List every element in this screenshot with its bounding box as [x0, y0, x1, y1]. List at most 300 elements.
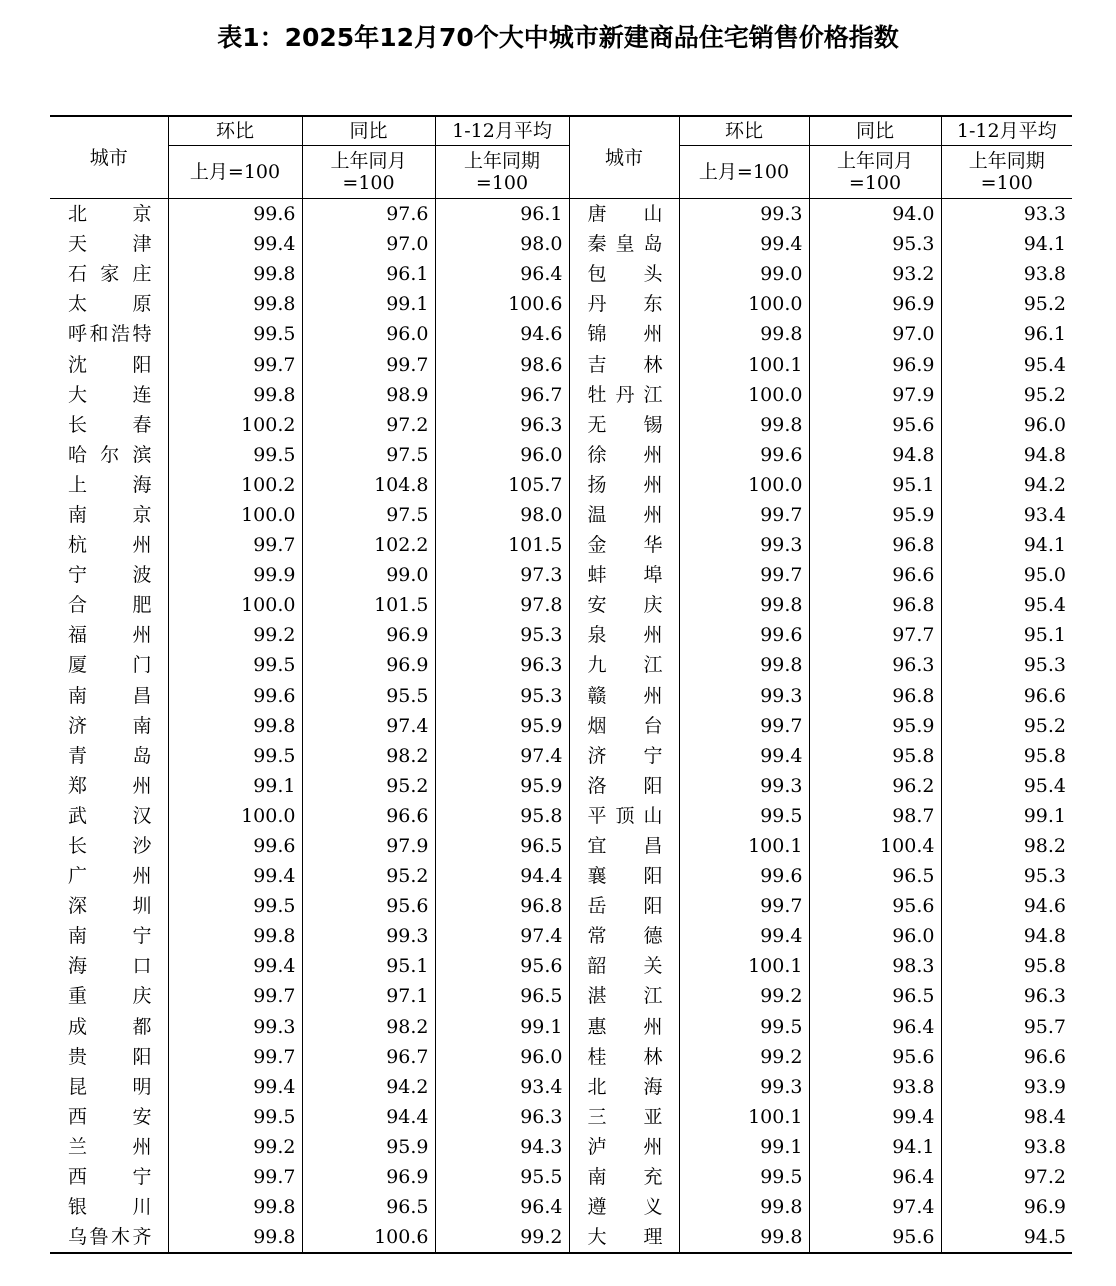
yoy-value: 98.9: [302, 380, 435, 410]
avg-value: 95.2: [941, 289, 1072, 319]
city-name: 韶关: [569, 951, 679, 981]
mom-value: 99.5: [168, 741, 302, 771]
table-row: [50, 1192, 1072, 1222]
mom-value: 99.2: [679, 1042, 809, 1072]
avg-value: 95.4: [941, 771, 1072, 801]
avg-base-right: [941, 146, 1072, 199]
avg-value: 94.3: [435, 1132, 569, 1162]
yoy-value: 96.3: [809, 650, 941, 680]
price-index-table: [50, 115, 1072, 1254]
city-name: 烟台: [569, 711, 679, 741]
city-name: 平顶山: [569, 801, 679, 831]
table-row: [50, 199, 1072, 230]
mom-value: 99.7: [168, 1042, 302, 1072]
city-name: 南昌: [68, 684, 152, 707]
yoy-value: 96.8: [809, 681, 941, 711]
avg-value: 98.2: [941, 831, 1072, 861]
mom-value: 99.4: [168, 861, 302, 891]
mom-value: 99.7: [679, 560, 809, 590]
avg-header-right: 1-12月平均: [941, 116, 1072, 146]
avg-value: 95.3: [941, 861, 1072, 891]
mom-value: 100.1: [679, 349, 809, 379]
avg-value: 94.6: [435, 319, 569, 349]
mom-value: 99.4: [679, 741, 809, 771]
mom-value: 99.3: [679, 199, 809, 230]
avg-value: 95.4: [941, 349, 1072, 379]
yoy-value: 94.8: [809, 440, 941, 470]
city-name: 广州: [68, 865, 152, 888]
avg-value: 101.5: [435, 530, 569, 560]
yoy-value: 96.0: [809, 921, 941, 951]
yoy-value: 97.6: [302, 199, 435, 230]
avg-value: 96.1: [435, 199, 569, 230]
mom-base-left: 上月=100: [168, 146, 302, 199]
avg-header-left: 1-12月平均: [435, 116, 569, 146]
mom-value: 99.7: [168, 1162, 302, 1192]
city-name: 石家庄: [68, 263, 152, 286]
city-name: 遵义: [569, 1192, 679, 1222]
mom-value: 99.6: [168, 681, 302, 711]
mom-header-right: 环比: [679, 116, 809, 146]
yoy-value: 98.7: [809, 801, 941, 831]
table-row: [50, 1222, 1072, 1253]
table-row: [50, 891, 1072, 921]
mom-value: 99.8: [168, 711, 302, 741]
table-row: [50, 711, 1072, 741]
city-name: 上海: [68, 473, 152, 496]
mom-value: 99.5: [679, 1162, 809, 1192]
avg-value: 95.5: [435, 1162, 569, 1192]
table-row: [50, 1162, 1072, 1192]
mom-value: 99.2: [168, 620, 302, 650]
table-row: [50, 349, 1072, 379]
yoy-value: 96.9: [302, 650, 435, 680]
city-name: 泸州: [569, 1132, 679, 1162]
city-name: 杭州: [68, 534, 152, 557]
yoy-value: 97.0: [302, 229, 435, 259]
mom-value: 99.3: [168, 1012, 302, 1042]
city-name: 安庆: [569, 590, 679, 620]
table-row: [50, 1012, 1072, 1042]
mom-value: 99.3: [679, 771, 809, 801]
yoy-base-line1: 上年同月: [330, 150, 407, 172]
avg-value: 97.8: [435, 590, 569, 620]
avg-value: 95.6: [435, 951, 569, 981]
yoy-value: 95.9: [302, 1132, 435, 1162]
yoy-value: 96.5: [302, 1192, 435, 1222]
yoy-value: 97.2: [302, 410, 435, 440]
yoy-value: 94.2: [302, 1072, 435, 1102]
avg-value: 95.7: [941, 1012, 1072, 1042]
yoy-value: 99.0: [302, 560, 435, 590]
city-name: 厦门: [68, 654, 152, 677]
mom-value: 99.7: [679, 500, 809, 530]
yoy-value: 99.4: [809, 1102, 941, 1132]
mom-value: 99.8: [168, 259, 302, 289]
city-name: 扬州: [569, 470, 679, 500]
city-name: 长春: [68, 413, 152, 436]
table-row: [50, 440, 1072, 470]
city-name: 济宁: [569, 741, 679, 771]
avg-value: 93.8: [941, 259, 1072, 289]
yoy-value: 95.6: [809, 410, 941, 440]
yoy-value: 99.3: [302, 921, 435, 951]
city-name: 呼和浩特: [68, 323, 152, 346]
avg-value: 96.5: [435, 981, 569, 1011]
yoy-value: 96.9: [302, 1162, 435, 1192]
city-name: 包头: [569, 259, 679, 289]
mom-value: 99.8: [168, 380, 302, 410]
table-row: [50, 259, 1072, 289]
avg-value: 94.4: [435, 861, 569, 891]
mom-value: 99.1: [679, 1132, 809, 1162]
mom-value: 99.5: [168, 440, 302, 470]
city-name: 西安: [68, 1105, 152, 1128]
yoy-value: 94.4: [302, 1102, 435, 1132]
yoy-value: 96.6: [809, 560, 941, 590]
mom-base-right: 上月=100: [679, 146, 809, 199]
mom-value: 99.7: [679, 891, 809, 921]
avg-value: 95.8: [435, 801, 569, 831]
mom-value: 99.8: [679, 1222, 809, 1253]
city-name: 牡丹江: [569, 380, 679, 410]
yoy-value: 101.5: [302, 590, 435, 620]
yoy-value: 97.5: [302, 500, 435, 530]
yoy-value: 97.0: [809, 319, 941, 349]
mom-value: 99.4: [168, 951, 302, 981]
mom-value: 99.4: [168, 229, 302, 259]
mom-value: 99.6: [679, 861, 809, 891]
table-row: [50, 681, 1072, 711]
yoy-value: 96.4: [809, 1012, 941, 1042]
yoy-value: 95.9: [809, 500, 941, 530]
mom-header-left: 环比: [168, 116, 302, 146]
avg-value: 94.5: [941, 1222, 1072, 1253]
yoy-value: 98.2: [302, 741, 435, 771]
avg-base-line2: =100: [980, 172, 1033, 194]
yoy-value: 96.6: [302, 801, 435, 831]
city-name: 宜昌: [569, 831, 679, 861]
city-name: 南京: [68, 503, 152, 526]
mom-value: 99.5: [168, 319, 302, 349]
avg-value: 94.6: [941, 891, 1072, 921]
table-row: [50, 380, 1072, 410]
yoy-value: 96.9: [809, 289, 941, 319]
table-row: [50, 1042, 1072, 1072]
mom-value: 99.7: [168, 981, 302, 1011]
mom-value: 99.4: [679, 229, 809, 259]
city-name: 济南: [68, 714, 152, 737]
mom-value: 100.1: [679, 1102, 809, 1132]
city-name: 无锡: [569, 410, 679, 440]
yoy-value: 96.2: [809, 771, 941, 801]
mom-value: 100.0: [168, 801, 302, 831]
avg-value: 96.9: [941, 1192, 1072, 1222]
mom-value: 99.8: [168, 921, 302, 951]
avg-value: 95.2: [941, 380, 1072, 410]
yoy-value: 96.7: [302, 1042, 435, 1072]
city-name: 大连: [68, 383, 152, 406]
mom-value: 99.8: [679, 410, 809, 440]
avg-value: 98.4: [941, 1102, 1072, 1132]
avg-value: 98.0: [435, 229, 569, 259]
avg-value: 96.0: [941, 410, 1072, 440]
city-name: 岳阳: [569, 891, 679, 921]
mom-value: 100.1: [679, 951, 809, 981]
city-name: 秦皇岛: [569, 229, 679, 259]
mom-value: 99.2: [168, 1132, 302, 1162]
yoy-value: 95.2: [302, 771, 435, 801]
avg-value: 96.6: [941, 681, 1072, 711]
city-name: 襄阳: [569, 861, 679, 891]
avg-base-left: [435, 146, 569, 199]
yoy-value: 102.2: [302, 530, 435, 560]
avg-value: 96.1: [941, 319, 1072, 349]
city-name: 温州: [569, 500, 679, 530]
yoy-value: 95.8: [809, 741, 941, 771]
mom-value: 99.7: [168, 349, 302, 379]
mom-value: 99.3: [679, 681, 809, 711]
avg-value: 95.3: [435, 681, 569, 711]
city-name: 泉州: [569, 620, 679, 650]
yoy-value: 95.6: [302, 891, 435, 921]
city-name: 深圳: [68, 895, 152, 918]
table-row: [50, 1072, 1072, 1102]
avg-value: 100.6: [435, 289, 569, 319]
city-name: 沈阳: [68, 353, 152, 376]
yoy-value: 104.8: [302, 470, 435, 500]
yoy-header-right: 同比: [809, 116, 941, 146]
avg-value: 105.7: [435, 470, 569, 500]
avg-value: 97.4: [435, 921, 569, 951]
city-name: 北海: [569, 1072, 679, 1102]
avg-value: 96.8: [435, 891, 569, 921]
yoy-value: 94.0: [809, 199, 941, 230]
yoy-value: 96.5: [809, 981, 941, 1011]
city-name: 天津: [68, 233, 152, 256]
mom-value: 99.6: [168, 199, 302, 230]
mom-value: 99.6: [679, 440, 809, 470]
table-row: [50, 319, 1072, 349]
avg-value: 94.8: [941, 921, 1072, 951]
mom-value: 99.5: [679, 801, 809, 831]
city-name: 丹东: [569, 289, 679, 319]
yoy-value: 96.9: [809, 349, 941, 379]
mom-value: 99.0: [679, 259, 809, 289]
city-name: 唐山: [569, 199, 679, 230]
avg-value: 94.2: [941, 470, 1072, 500]
avg-value: 96.5: [435, 831, 569, 861]
yoy-value: 100.6: [302, 1222, 435, 1253]
yoy-base-line2: =100: [848, 172, 902, 194]
table-row: [50, 981, 1072, 1011]
mom-value: 99.6: [168, 831, 302, 861]
yoy-value: 98.3: [809, 951, 941, 981]
city-name: 金华: [569, 530, 679, 560]
yoy-value: 93.2: [809, 259, 941, 289]
mom-value: 99.7: [168, 530, 302, 560]
yoy-base-left: [302, 146, 435, 199]
table-row: [50, 530, 1072, 560]
table-row: [50, 289, 1072, 319]
avg-value: 95.8: [941, 951, 1072, 981]
avg-value: 99.2: [435, 1222, 569, 1253]
table-row: [50, 1102, 1072, 1132]
avg-value: 96.3: [435, 410, 569, 440]
yoy-value: 100.4: [809, 831, 941, 861]
avg-value: 96.0: [435, 1042, 569, 1072]
avg-value: 99.1: [435, 1012, 569, 1042]
city-name: 郑州: [68, 774, 152, 797]
mom-value: 100.1: [679, 831, 809, 861]
avg-value: 94.1: [941, 229, 1072, 259]
yoy-value: 99.7: [302, 349, 435, 379]
mom-value: 99.5: [168, 1102, 302, 1132]
avg-value: 98.6: [435, 349, 569, 379]
city-name: 桂林: [569, 1042, 679, 1072]
city-name: 锦州: [569, 319, 679, 349]
yoy-base-line2: =100: [342, 172, 395, 194]
mom-value: 99.7: [679, 711, 809, 741]
city-header-right: 城市: [569, 116, 679, 199]
city-name: 成都: [68, 1015, 152, 1038]
avg-value: 93.9: [941, 1072, 1072, 1102]
table-row: [50, 410, 1072, 440]
mom-value: 99.4: [168, 1072, 302, 1102]
avg-value: 94.8: [941, 440, 1072, 470]
table-row: [50, 741, 1072, 771]
yoy-value: 96.5: [809, 861, 941, 891]
avg-value: 93.4: [435, 1072, 569, 1102]
avg-value: 96.3: [941, 981, 1072, 1011]
city-name: 蚌埠: [569, 560, 679, 590]
table-header: [50, 116, 1072, 199]
city-name: 大理: [569, 1222, 679, 1253]
yoy-value: 93.8: [809, 1072, 941, 1102]
mom-value: 100.0: [679, 289, 809, 319]
city-name: 青岛: [68, 744, 152, 767]
mom-value: 99.5: [168, 650, 302, 680]
avg-value: 95.9: [435, 771, 569, 801]
city-name: 常德: [569, 921, 679, 951]
avg-value: 95.2: [941, 711, 1072, 741]
yoy-value: 97.9: [809, 380, 941, 410]
yoy-value: 95.3: [809, 229, 941, 259]
mom-value: 99.1: [168, 771, 302, 801]
yoy-value: 94.1: [809, 1132, 941, 1162]
avg-value: 96.0: [435, 440, 569, 470]
table-row: [50, 560, 1072, 590]
mom-value: 99.5: [168, 891, 302, 921]
city-name: 福州: [68, 624, 152, 647]
mom-value: 99.8: [168, 1222, 302, 1253]
avg-value: 96.6: [941, 1042, 1072, 1072]
yoy-value: 95.5: [302, 681, 435, 711]
city-name: 海口: [68, 955, 152, 978]
avg-base-line2: =100: [475, 172, 529, 194]
yoy-value: 96.4: [809, 1162, 941, 1192]
table-row: [50, 620, 1072, 650]
avg-value: 95.3: [941, 650, 1072, 680]
mom-value: 100.0: [168, 590, 302, 620]
table-row: [50, 229, 1072, 259]
city-name: 赣州: [569, 681, 679, 711]
table-row: [50, 500, 1072, 530]
avg-value: 97.3: [435, 560, 569, 590]
mom-value: 99.8: [168, 1192, 302, 1222]
city-name: 合肥: [68, 594, 152, 617]
avg-base-line1: 上年同期: [463, 150, 540, 172]
table-row: [50, 801, 1072, 831]
table-row: [50, 951, 1072, 981]
yoy-value: 95.6: [809, 1042, 941, 1072]
yoy-base-right: [809, 146, 941, 199]
mom-value: 99.3: [679, 530, 809, 560]
avg-value: 99.1: [941, 801, 1072, 831]
avg-value: 95.0: [941, 560, 1072, 590]
avg-value: 96.4: [435, 259, 569, 289]
mom-value: 100.2: [168, 470, 302, 500]
table-row: [50, 1132, 1072, 1162]
table-title: 表1：2025年12月70个大中城市新建商品住宅销售价格指数: [217, 23, 899, 52]
yoy-value: 95.1: [302, 951, 435, 981]
table-row: [50, 650, 1072, 680]
city-name: 洛阳: [569, 771, 679, 801]
yoy-value: 97.5: [302, 440, 435, 470]
mom-value: 99.8: [679, 650, 809, 680]
city-name: 兰州: [68, 1135, 152, 1158]
yoy-value: 97.4: [809, 1192, 941, 1222]
avg-value: 97.2: [941, 1162, 1072, 1192]
yoy-value: 95.6: [809, 1222, 941, 1253]
yoy-value: 97.4: [302, 711, 435, 741]
avg-value: 93.4: [941, 500, 1072, 530]
avg-value: 93.3: [941, 199, 1072, 230]
yoy-value: 99.1: [302, 289, 435, 319]
city-name: 南充: [569, 1162, 679, 1192]
city-name: 北京: [68, 203, 152, 226]
mom-value: 99.2: [679, 981, 809, 1011]
table-row: [50, 861, 1072, 891]
yoy-value: 97.7: [809, 620, 941, 650]
mom-value: 99.8: [679, 1192, 809, 1222]
avg-value: 95.1: [941, 620, 1072, 650]
avg-value: 96.3: [435, 1102, 569, 1132]
city-name: 南宁: [68, 925, 152, 948]
avg-value: 95.9: [435, 711, 569, 741]
mom-value: 100.0: [679, 470, 809, 500]
yoy-value: 96.8: [809, 590, 941, 620]
table-row: [50, 590, 1072, 620]
yoy-value: 96.1: [302, 259, 435, 289]
city-name: 吉林: [569, 349, 679, 379]
avg-value: 97.4: [435, 741, 569, 771]
city-name: 西宁: [68, 1166, 152, 1189]
yoy-value: 97.9: [302, 831, 435, 861]
avg-value: 96.4: [435, 1192, 569, 1222]
city-name: 银川: [68, 1196, 152, 1219]
table-row: [50, 921, 1072, 951]
yoy-value: 96.0: [302, 319, 435, 349]
city-name: 武汉: [68, 804, 152, 827]
city-name: 长沙: [68, 835, 152, 858]
yoy-value: 96.8: [809, 530, 941, 560]
city-name: 三亚: [569, 1102, 679, 1132]
avg-value: 96.7: [435, 380, 569, 410]
city-name: 湛江: [569, 981, 679, 1011]
avg-value: 96.3: [435, 650, 569, 680]
city-name: 哈尔滨: [68, 443, 152, 466]
